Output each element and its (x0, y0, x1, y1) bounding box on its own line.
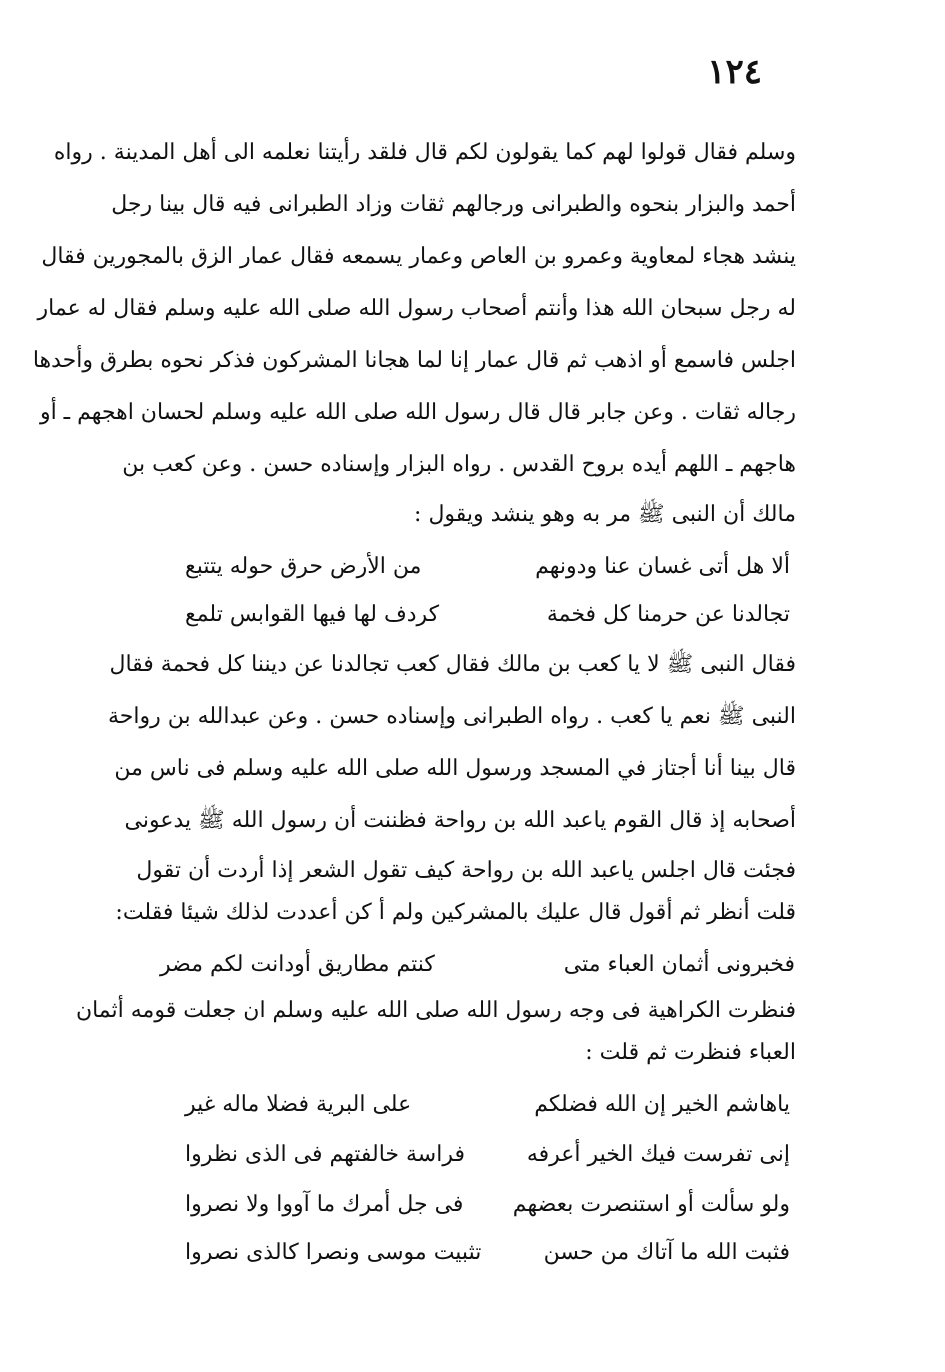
verse-second-hemistich: كنتم مطاريق أودانت لكم مضر (160, 952, 435, 977)
text-line: اجلس فاسمع أو اذهب ثم قال عمار إنا لما هجانا المشركون فذكر نحوه بطرق وأحدها (32, 348, 796, 373)
text-line: له رجل سبحان الله هذا وأنتم أصحاب رسول الله صلى الله عليه وسلم فقال له عمار (37, 296, 796, 321)
text-line: مالك أن النبى ﷺ مر به وهو ينشد ويقول : (414, 502, 796, 527)
verse-first-hemistich: ولو سألت أو استنصرت بعضهم (512, 1192, 790, 1217)
verse-first-hemistich: ياهاشم الخير إن الله فضلكم (534, 1092, 790, 1117)
text-line: قال بينا أنا أجتاز في المسجد ورسول الله صلى الله عليه وسلم فى ناس من (114, 756, 796, 781)
text-line: فقال النبى ﷺ لا يا كعب بن مالك فقال كعب تجالدنا عن ديننا كل فحمة فقال (109, 652, 796, 677)
text-line: العباء فنظرت ثم قلت : (585, 1040, 796, 1065)
text-line: أصحابه إذ قال القوم ياعبد الله بن رواحة فظننت أن رسول الله ﷺ يدعونى (124, 808, 796, 833)
text-line: فنظرت الكراهية فى وجه رسول الله صلى الله عليه وسلم ان جعلت قومه أثمان (75, 998, 796, 1023)
text-line: وسلم فقال قولوا لهم كما يقولون لكم قال فلقد رأيتنا نعلمه الى أهل المدينة . رواه (53, 140, 796, 165)
text-line: رجاله ثقات . وعن جابر قال قال رسول الله صلى الله عليه وسلم لحسان اهجهم ـ أو (39, 400, 796, 425)
verse-first-hemistich: فثبت الله ما آتاك من حسن (543, 1240, 790, 1265)
verse-first-hemistich: تجالدنا عن حرمنا كل فخمة (546, 602, 790, 627)
text-line: فجئت قال اجلس ياعبد الله بن رواحة كيف تقول الشعر إذا أردت أن تقول (136, 858, 796, 883)
verse-second-hemistich: كردف لها فيها القوابس تلمع (185, 602, 440, 627)
text-line: النبى ﷺ نعم يا كعب . رواه الطبرانى وإسناده حسن . وعن عبدالله بن رواحة (107, 704, 796, 729)
verse-second-hemistich: على البرية فضلا ماله غير (185, 1092, 412, 1117)
verse-second-hemistich: تثبيت موسى ونصرا كالذى نصروا (185, 1240, 482, 1265)
verse-second-hemistich: فراسة خالفتهم فى الذى نظروا (185, 1142, 466, 1167)
text-line: هاجهم ـ اللهم أيده بروح القدس . رواه البزار وإسناده حسن . وعن كعب بن (122, 452, 796, 477)
page-number: ١٢٤ (707, 52, 762, 92)
verse-second-hemistich: فى جل أمرك ما آووا ولا نصروا (185, 1192, 464, 1217)
text-line: قلت أنظر ثم أقول قال عليك بالمشركين ولم أ كن أعددت لذلك شيئا فقلت: (115, 900, 796, 925)
verse-first-hemistich: إنى تفرست فيك الخير أعرفه (526, 1142, 790, 1167)
verse-first-hemistich: ألا هل أتى غسان عنا ودونهم (535, 554, 790, 579)
verse-first-hemistich: فخبرونى أثمان العباء متى (563, 952, 795, 977)
text-line: ينشد هجاء لمعاوية وعمرو بن العاص وعمار يسمعه فقال عمار الزق بالمجورين فقال (41, 244, 796, 269)
verse-second-hemistich: من الأرض حرق حوله يتتبع (185, 554, 422, 579)
text-line: أحمد والبزار بنحوه والطبرانى ورجالهم ثقات وزاد الطبرانى فيه قال بينا رجل (111, 192, 796, 217)
